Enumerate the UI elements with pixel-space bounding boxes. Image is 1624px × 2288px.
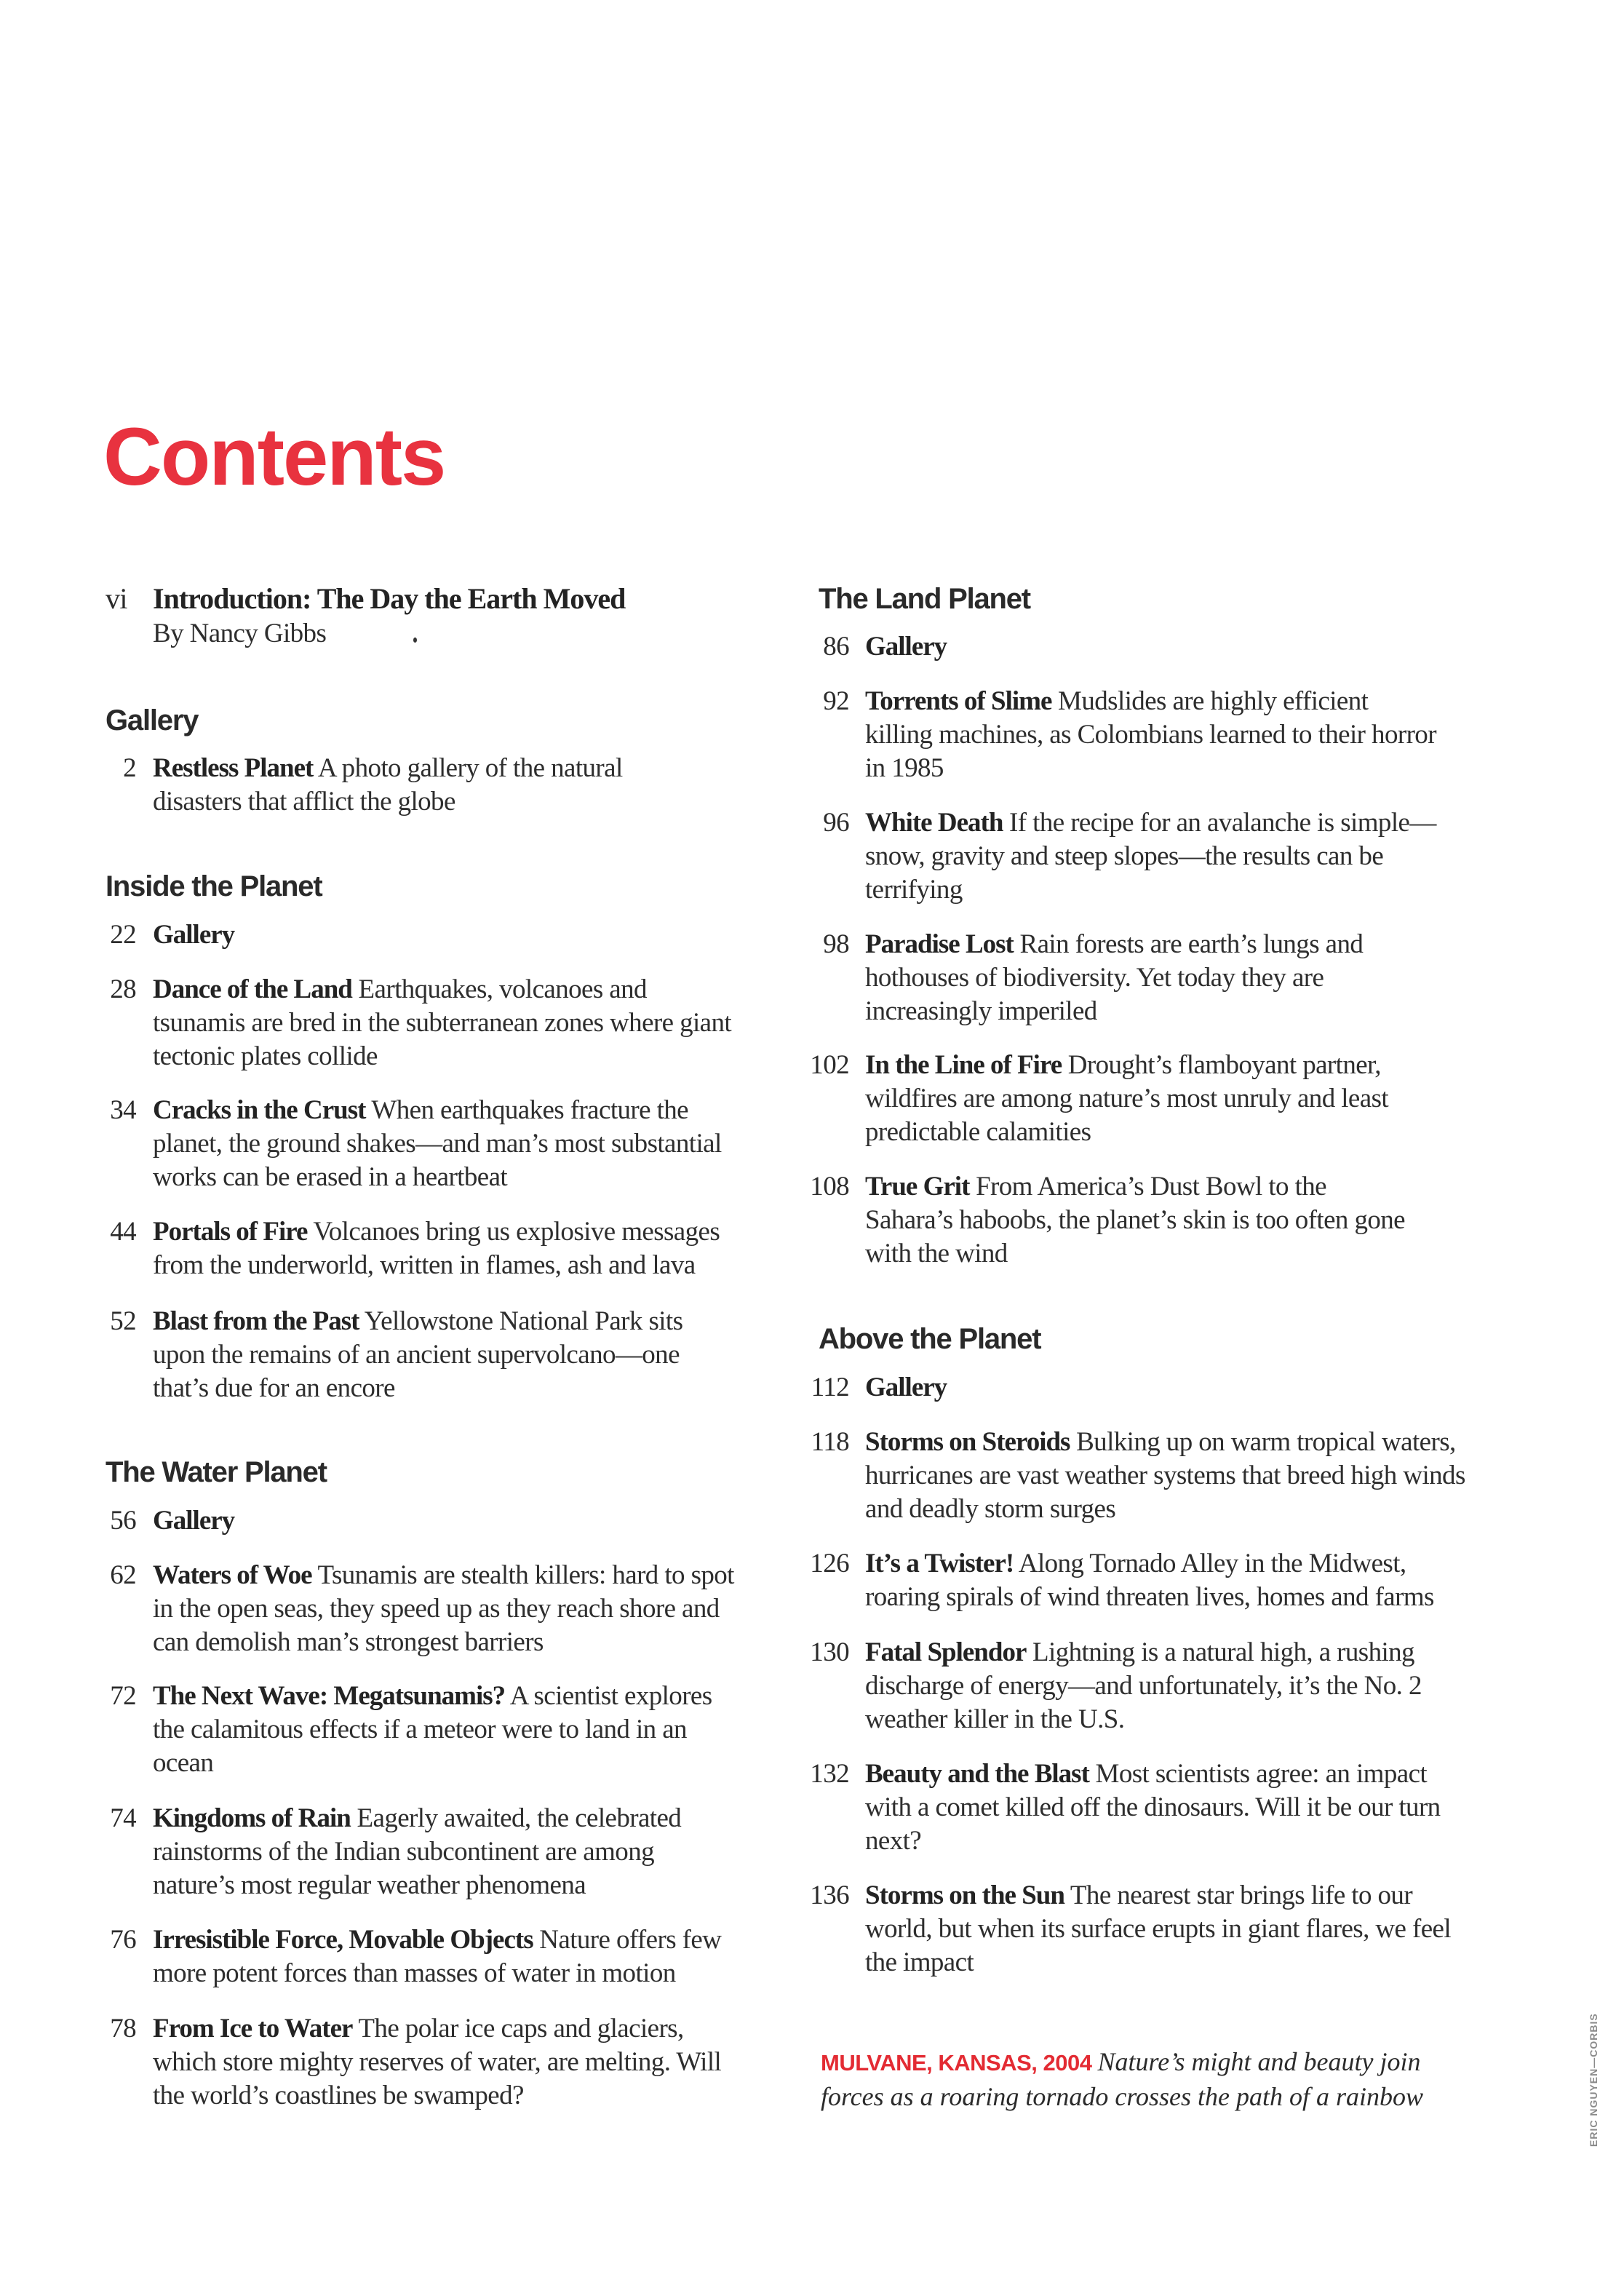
entry-title: It’s a Twister! <box>865 1549 1014 1578</box>
page-number: vi <box>106 582 127 615</box>
entry-description: Lightning is a natural high, a rushing discharge of energy—and unfortunately, it’s the No. 2 weather killer in the U.S. <box>865 1637 1422 1734</box>
entry-description: Bulking up on warm tropical waters, hurricanes are vast weather systems that breed high winds and deadly storm surges <box>865 1427 1465 1524</box>
page-number: 86 <box>823 632 849 662</box>
entry-title: Gallery <box>865 632 947 662</box>
entry-description: Tsunamis are stealth killers: hard to spot in the open seas, they speed up as they reach shore and can demolish man’s strongest barriers <box>153 1560 734 1657</box>
entry-title: Cracks in the Crust <box>153 1095 366 1125</box>
entry-description: Earthquakes, volcanoes and tsunamis are bred in the subterranean zones where giant tectonic plates collide <box>153 974 732 1071</box>
entry-description: Yellowstone National Park sits upon the remains of an ancient supervolcano—one that’s due for an encore <box>153 1306 683 1403</box>
section-heading-inside-the-planet: Inside the Planet <box>106 870 322 902</box>
page-number: 72 <box>110 1681 136 1711</box>
page-number: 96 <box>823 808 849 838</box>
page-number: 112 <box>811 1373 849 1402</box>
entry-title: In the Line of Fire <box>865 1050 1062 1080</box>
entry-title: Torrents of Slime <box>865 686 1052 716</box>
entry-description: From America’s Dust Bowl to the Sahara’s haboobs, the planet’s skin is too often gone with the wind <box>865 1172 1405 1268</box>
section-heading-gallery: Gallery <box>106 704 199 736</box>
entry-title: White Death <box>865 808 1003 838</box>
page-number: 108 <box>810 1172 849 1201</box>
photo-caption <box>821 2045 1476 2113</box>
page-number: 34 <box>110 1095 136 1125</box>
entry-description: Drought’s flamboyant partner, wildfires are among nature’s most unruly and least predictable calamities <box>865 1050 1389 1147</box>
entry-description: Nature offers few more potent forces than masses of water in motion <box>153 1925 722 1988</box>
caption-location: MULVANE, KANSAS, 2004 <box>821 2050 1092 2076</box>
entry-title: Fatal Splendor <box>865 1637 1027 1667</box>
entry-title: Gallery <box>153 1506 235 1536</box>
entry-description: The nearest star brings life to our world, but when its surface erupts in giant flares, we feel the impact <box>865 1880 1452 1977</box>
page-number: 22 <box>110 920 136 950</box>
entry-title: Irresistible Force, Movable Objects <box>153 1925 533 1955</box>
entry-title: Kingdoms of Rain <box>153 1803 351 1833</box>
page-number: 130 <box>810 1637 849 1667</box>
page-number: 78 <box>110 2014 136 2043</box>
entry-description: Volcanoes bring us explosive messages from the underworld, written in flames, ash and lava <box>153 1217 720 1280</box>
entry-title: Beauty and the Blast <box>865 1759 1089 1789</box>
page-number: 28 <box>110 974 136 1004</box>
page-number: 136 <box>810 1880 849 1910</box>
page-number: 52 <box>110 1306 136 1336</box>
entry-description: A photo gallery of the natural disasters that afflict the globe <box>153 753 623 817</box>
section-heading-the-land-planet: The Land Planet <box>819 583 1030 615</box>
page-number: 74 <box>110 1803 136 1833</box>
contents-title: Contents <box>103 411 445 502</box>
page-number: 2 <box>123 753 136 783</box>
entry-title: Restless Planet <box>153 753 314 783</box>
caption-text: Nature’s might and beauty join forces as a roaring tornado crosses the path of a rainbow <box>821 2047 1424 2111</box>
entry-description: If the recipe for an avalanche is simple—snow, gravity and steep slopes—the results can be terrifying <box>865 808 1436 905</box>
entry-description: Eagerly awaited, the celebrated rainstorms of the Indian subcontinent are among nature’s most regular weather phenomena <box>153 1803 682 1900</box>
entry-title: From Ice to Water <box>153 2014 353 2043</box>
entry-title: Dance of the Land <box>153 974 352 1004</box>
page-number: 132 <box>810 1759 849 1789</box>
page-number: 118 <box>811 1427 849 1457</box>
entry-title: Waters of Woe <box>153 1560 312 1590</box>
page-number: 76 <box>110 1925 136 1955</box>
entry-description: Most scientists agree: an impact with a comet killed off the dinosaurs. Will it be our turn next? <box>865 1759 1441 1856</box>
entry-title: Gallery <box>865 1373 947 1402</box>
section-heading-above-the-planet: Above the Planet <box>819 1323 1041 1355</box>
entry-title: Portals of Fire <box>153 1217 308 1247</box>
entry-description: Along Tornado Alley in the Midwest, roaring spirals of wind threaten lives, homes and farms <box>865 1549 1434 1612</box>
entry-description: Rain forests are earth’s lungs and hothouses of biodiversity. Yet today they are increasingly imperiled <box>865 929 1364 1026</box>
entry-description: A scientist explores the calamitous effects if a meteor were to land in an ocean <box>153 1681 712 1778</box>
entry-title: Storms on Steroids <box>865 1427 1070 1457</box>
page-number: 102 <box>810 1050 849 1080</box>
entry-title: The Next Wave: Megatsunamis? <box>153 1681 506 1711</box>
page-number: 44 <box>110 1217 136 1247</box>
entry-description: When earthquakes fracture the planet, the ground shakes—and man’s most substantial works can be erased in a heartbeat <box>153 1095 722 1192</box>
entry-title: Storms on the Sun <box>865 1880 1064 1910</box>
print-speck <box>413 637 417 643</box>
entry-description: Mudslides are highly efficient killing machines, as Colombians learned to their horror in 1985 <box>865 686 1436 783</box>
entry-byline: By Nancy Gibbs <box>153 619 327 648</box>
page-number: 98 <box>823 929 849 959</box>
entry-title: Gallery <box>153 920 235 950</box>
entry-title: True Grit <box>865 1172 970 1201</box>
page-number: 62 <box>110 1560 136 1590</box>
photo-credit: ERIC NGUYEN—CORBIS <box>1588 2013 1599 2147</box>
entry-title: Introduction: The Day the Earth Moved <box>153 582 626 615</box>
entry-title: Blast from the Past <box>153 1306 359 1336</box>
page-number: 92 <box>823 686 849 716</box>
entry-title: Paradise Lost <box>865 929 1014 959</box>
page-number: 56 <box>110 1506 136 1536</box>
page-number: 126 <box>810 1549 849 1578</box>
entry-description: The polar ice caps and glaciers, which store mighty reserves of water, are melting. Will the world’s coastlines be swamped? <box>153 2014 722 2110</box>
section-heading-the-water-planet: The Water Planet <box>106 1456 327 1488</box>
